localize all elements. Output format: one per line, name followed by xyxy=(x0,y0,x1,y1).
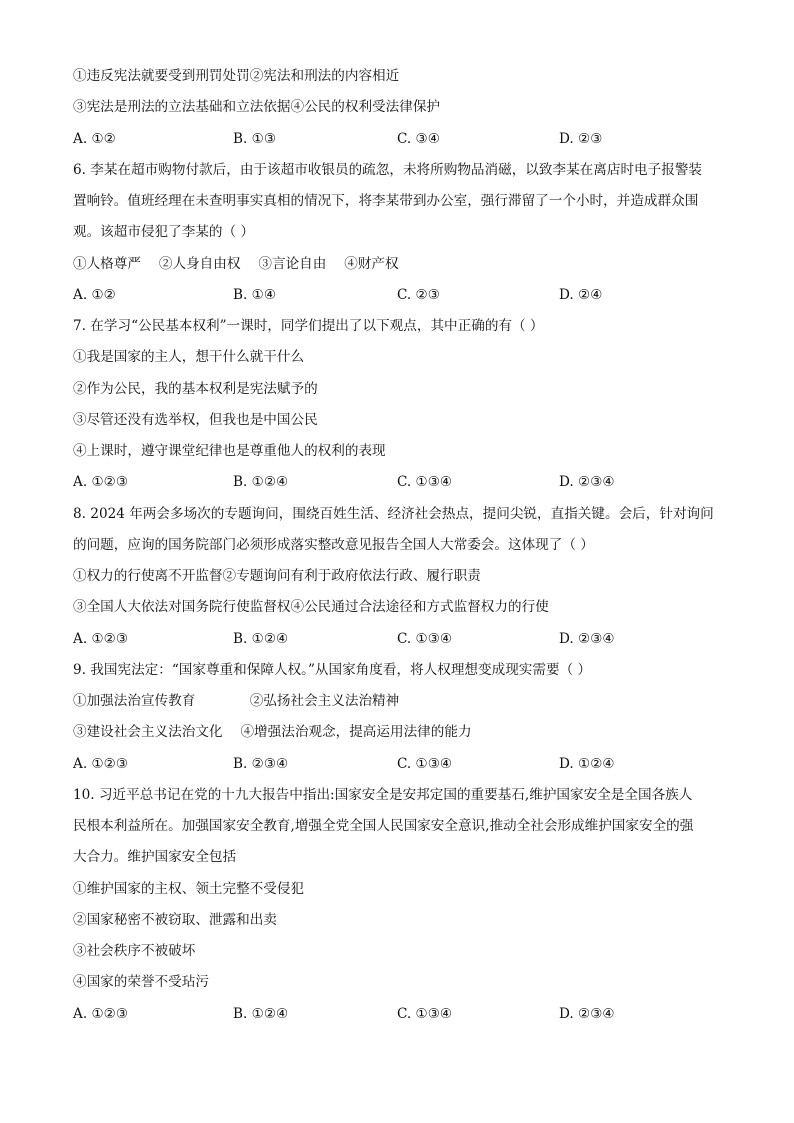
q10-option-c: C. ①③④ xyxy=(397,1006,453,1022)
q9-options xyxy=(73,755,733,773)
q10-option-d: D. ②③④ xyxy=(559,1006,615,1022)
q10-options xyxy=(73,1005,733,1023)
q8-stem-line-2: 的问题，应询的国务院部门必须形成落实整改意见报告全国人大常委会。这体现了（ ） xyxy=(73,537,594,553)
q5-option-c: C. ③④ xyxy=(397,131,440,147)
q9-item-line-2: ③建设社会主义法治文化 ④增强法治观念，提高运用法律的能力 xyxy=(73,724,472,740)
q7-item-line-4: ④上课时，遵守课堂纪律也是尊重他人的权利的表现 xyxy=(73,443,386,459)
q7-stem-line-1: 7. 在学习“公民基本权利”一课时，同学们提出了以下观点，其中正确的有（ ） xyxy=(73,318,544,334)
q5-item-line-2: ③宪法是刑法的立法基础和立法依据④公民的权利受法律保护 xyxy=(73,99,441,115)
q8-stem-line-1: 8. 2024 年两会多场次的专题询问，围绕百姓生活、经济社会热点，提问尖锐，直指关键。会后，针对询问 xyxy=(73,506,714,522)
q7-item-line-1: ①我是国家的主人，想干什么就干什么 xyxy=(73,349,305,365)
q10-item-line-2: ②国家秘密不被窃取、泄露和出卖 xyxy=(73,912,277,928)
q9-option-b: B. ②③④ xyxy=(233,756,289,772)
q6-option-d: D. ②④ xyxy=(559,287,603,303)
q9-option-c: C. ①③④ xyxy=(397,756,453,772)
q7-option-c: C. ①③④ xyxy=(397,474,453,490)
q5-options xyxy=(73,130,733,148)
q7-item-line-2: ②作为公民，我的基本权利是宪法赋予的 xyxy=(73,381,318,397)
q6-option-b: B. ①④ xyxy=(233,287,277,303)
q8-option-b: B. ①②④ xyxy=(233,631,289,647)
q7-options xyxy=(73,473,733,491)
q10-stem-line-3: 大合力。维护国家安全包括 xyxy=(73,849,237,865)
q8-option-d: D. ②③④ xyxy=(559,631,615,647)
q5-option-b: B. ①③ xyxy=(233,131,277,147)
q6-option-c: C. ②③ xyxy=(397,287,440,303)
q9-option-a: A. ①②③ xyxy=(73,756,129,772)
q8-item-line-1: ①权力的行使离不开监督②专题询问有利于政府依法行政、履行职责 xyxy=(73,568,481,584)
q5-item-line-1: ①违反宪法就要受到刑罚处罚②宪法和刑法的内容相近 xyxy=(73,68,400,84)
q10-stem-line-2: 民根本利益所在。加强国家安全教育,增强全党全国人民国家安全意识,推动全社会形成维护国家安全的强 xyxy=(73,818,694,834)
q7-option-a: A. ①②③ xyxy=(73,474,129,490)
q10-item-line-3: ③社会秩序不被破坏 xyxy=(73,943,196,959)
q6-options xyxy=(73,286,733,304)
q6-stem-line-3: 观。该超市侵犯了李某的（ ） xyxy=(73,224,255,240)
q7-option-b: B. ①②④ xyxy=(233,474,289,490)
q10-stem-line-1: 10. 习近平总书记在党的十九大报告中指出:国家安全是安邦定国的重要基石,维护国家安全是全国各族人 xyxy=(73,787,693,803)
q6-stem-line-1: 6. 李某在超市购物付款后，由于该超市收银员的疏忽，未将所购物品消磁，以致李某在离店时电子报警装 xyxy=(73,162,703,178)
q9-item-line-1: ①加强法治宣传教育 ②弘扬社会主义法治精神 xyxy=(73,693,400,709)
q8-option-a: A. ①②③ xyxy=(73,631,129,647)
q8-options xyxy=(73,630,733,648)
q9-stem-line-1: 9. 我国宪法定：“国家尊重和保障人权。”从国家角度看，将人权理想变成现实需要（ ） xyxy=(73,662,592,678)
q10-item-line-1: ①维护国家的主权、领土完整不受侵犯 xyxy=(73,881,305,897)
q6-item-line-1: ①人格尊严 ②人身自由权 ③言论自由 ④财产权 xyxy=(73,256,399,272)
q6-stem-line-2: 置响铃。值班经理在未查明事实真相的情况下，将李某带到办公室，强行滞留了一个小时，并造成群众围 xyxy=(73,193,699,209)
q7-option-d: D. ②③④ xyxy=(559,474,615,490)
q10-option-b: B. ①②④ xyxy=(233,1006,289,1022)
q7-item-line-3: ③尽管还没有选举权，但我也是中国公民 xyxy=(73,412,318,428)
q9-option-d: D. ①②④ xyxy=(559,756,615,772)
q10-item-line-4: ④国家的荣誉不受玷污 xyxy=(73,974,209,990)
q6-option-a: A. ①② xyxy=(73,287,116,303)
q8-option-c: C. ①③④ xyxy=(397,631,453,647)
q5-option-a: A. ①② xyxy=(73,131,116,147)
q10-option-a: A. ①②③ xyxy=(73,1006,129,1022)
q5-option-d: D. ②③ xyxy=(559,131,603,147)
q8-item-line-2: ③全国人大依法对国务院行使监督权④公民通过合法途径和方式监督权力的行使 xyxy=(73,599,549,615)
